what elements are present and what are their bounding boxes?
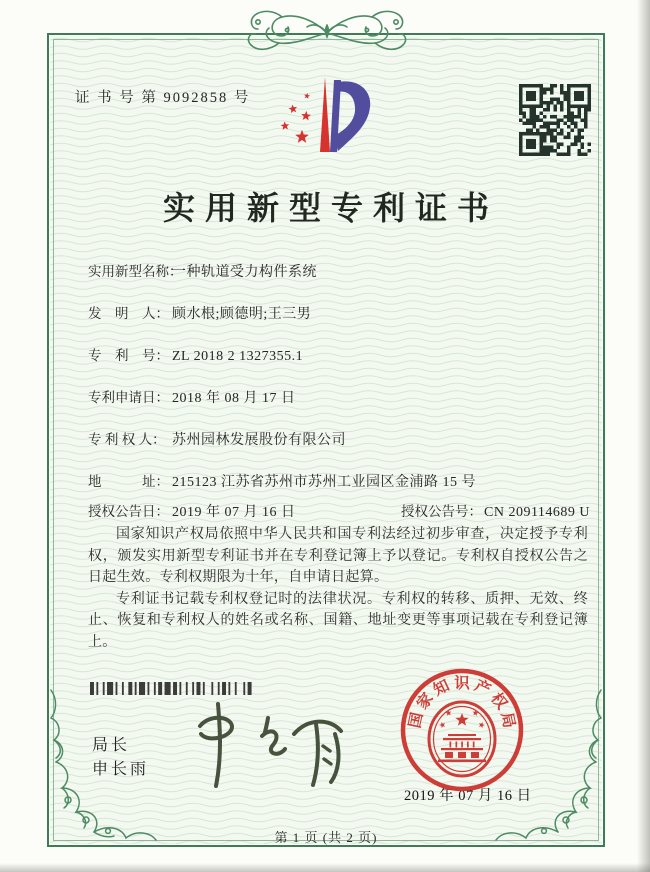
svg-text:家: 家 (413, 690, 437, 713)
legal-paragraph-2: 专利证书记载专利权登记时的法律状况。专利权的转移、质押、无效、终止、恢复和专利权人的姓名或名称、国籍、地址变更等事项记载在专利登记簿上。 (88, 591, 588, 650)
page-number: 第 1 页 (共 2 页) (274, 830, 378, 845)
barcode (90, 682, 254, 695)
grant-date-under-seal: 2019 年 07 月 16 日 (404, 788, 532, 804)
field-value: 2018 年 08 月 17 日 (172, 391, 296, 406)
grant-number-label: 授权公告号： (401, 504, 482, 519)
field-inventors (88, 302, 311, 323)
field-filing-date (88, 386, 296, 407)
field-grant-row (88, 500, 591, 521)
field-label: 专 利 权 人： (88, 432, 166, 447)
national-ip-office-seal (396, 664, 528, 796)
field-utility-model-name (88, 260, 317, 281)
commissioner-name: 申长雨 (92, 761, 150, 778)
svg-text:权: 权 (487, 690, 511, 713)
field-label: 发 明 人： (88, 306, 169, 321)
national-emblem (429, 702, 495, 776)
commissioner-signature (192, 698, 344, 790)
field-label: 实用新型名称： (88, 264, 183, 279)
field-value: 215123 江苏省苏州市苏州工业园区金浦路 15 号 (172, 475, 476, 490)
svg-text:局: 局 (497, 710, 518, 730)
grant-date-label: 授权公告日： (88, 504, 169, 519)
scan-shadow-bottom (0, 863, 650, 872)
field-address (88, 470, 476, 491)
field-label: 地 址： (88, 474, 169, 489)
grant-number-group (401, 500, 590, 521)
field-patent-number (88, 344, 303, 365)
certificate-title: 实用新型专利证书 (162, 190, 499, 226)
certificate-number: 证 书 号 第 9092858 号 (75, 90, 251, 106)
scan-shadow-right (637, 0, 650, 872)
field-value: ZL 2018 2 1327355.1 (172, 349, 304, 364)
field-label: 专利申请日： (88, 390, 169, 405)
grant-date-value: 2019 年 07 月 16 日 (172, 505, 296, 520)
cnipa-logo-icon (276, 74, 376, 162)
field-patentee (88, 428, 346, 449)
field-label: 专 利 号： (88, 348, 169, 363)
qr-code (519, 84, 591, 156)
svg-text:国: 国 (406, 710, 427, 730)
legal-text-block (88, 524, 588, 653)
legal-paragraph-1: 国家知识产权局依照中华人民共和国专利法经过初步审查，决定授予专利权，颁发实用新型专利证书并在专利登记簿上予以登记。专利权自授权公告之日起生效。专利权期限为十年，自申请日起算。 (88, 527, 588, 585)
commissioner-title: 局长 (92, 737, 131, 754)
svg-text:知: 知 (430, 677, 453, 700)
svg-text:产: 产 (471, 677, 494, 700)
field-value: 苏州园林发展股份有限公司 (172, 433, 346, 448)
field-value: 一种轨道受力构件系统 (172, 265, 317, 280)
grant-number-value: CN 209114689 U (484, 505, 591, 520)
svg-text:识: 识 (454, 675, 470, 692)
field-value: 顾水根;顾德明;王三男 (172, 307, 312, 322)
